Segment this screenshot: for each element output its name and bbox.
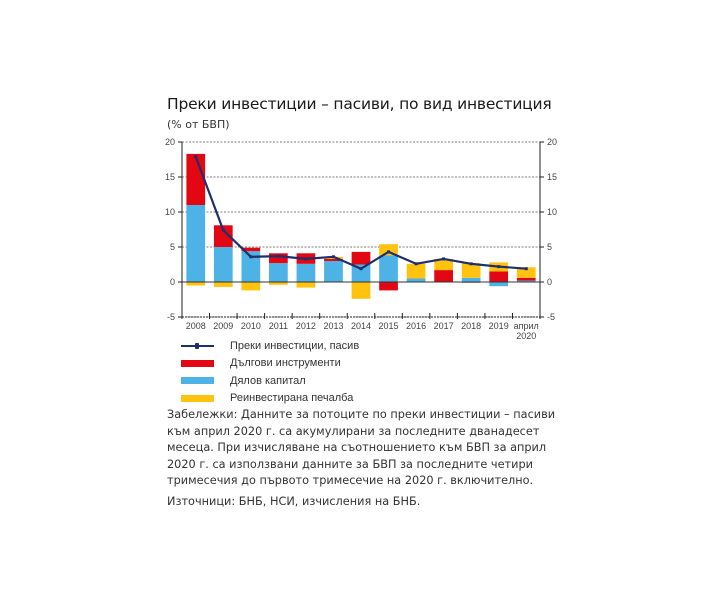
legend-item-reinvested bbox=[181, 390, 359, 408]
y-tick-label-right: 0 bbox=[547, 277, 553, 287]
chart-title: Преки инвестиции – пасиви, по вид инвестиция bbox=[167, 95, 552, 113]
x-tick-label: 2019 bbox=[488, 321, 509, 331]
line-point bbox=[415, 262, 418, 265]
legend-label: Преки инвестиции, пасив bbox=[230, 339, 360, 352]
line-point bbox=[194, 155, 197, 158]
y-tick-label-left: 15 bbox=[164, 172, 175, 182]
x-tick-label: 2017 bbox=[433, 321, 454, 331]
x-tick-label: 2014 bbox=[350, 321, 372, 331]
bar-segment bbox=[297, 282, 316, 288]
bar-segment bbox=[407, 279, 426, 283]
legend-swatch-reinvested bbox=[181, 395, 214, 402]
sources-text: Източници: БНБ, НСИ, изчисления на БНБ. bbox=[167, 494, 421, 508]
bar-segment bbox=[297, 264, 316, 282]
y-tick-label-right: -5 bbox=[547, 312, 556, 322]
bar-segment bbox=[434, 270, 453, 282]
x-tick-label: 2010 bbox=[240, 321, 261, 331]
bar-segment bbox=[352, 252, 371, 265]
notes bbox=[167, 407, 567, 510]
line-point bbox=[470, 262, 473, 265]
y-tick-label-right: 10 bbox=[547, 207, 558, 217]
bar-segment bbox=[489, 282, 508, 286]
x-tick-label: 2009 bbox=[213, 321, 234, 331]
x-tick-label: 2008 bbox=[185, 321, 206, 331]
bar-segment bbox=[186, 205, 205, 282]
legend-swatch-equity bbox=[181, 377, 214, 384]
bar-segment bbox=[241, 282, 260, 290]
bar-segment bbox=[352, 282, 371, 299]
y-tick-label-left: -5 bbox=[166, 312, 175, 322]
bar-segment bbox=[269, 263, 288, 282]
y-tick-label-left: 20 bbox=[164, 137, 175, 147]
line-point bbox=[497, 265, 500, 268]
bar-segment bbox=[186, 282, 205, 286]
y-tick-label-left: 0 bbox=[169, 277, 175, 287]
notes-text: Забележки: Данните за потоците по преки инвестиции – пасиви към април 2020 г. са акумулирани за последните дванадесет месеца. При изчисляване на съотношението към БВП за април 2020 г. са използвани данните за БВП за последните четири тримесечия до първото тримесечие на 2020 г. включително. bbox=[167, 408, 556, 487]
y-tick-label-left: 5 bbox=[169, 242, 175, 252]
y-tick-label-right: 5 bbox=[547, 242, 553, 252]
y-tick-label-right: 15 bbox=[547, 172, 558, 182]
y-tick-label-left: 10 bbox=[164, 207, 175, 217]
bar-segment bbox=[489, 272, 508, 283]
x-tick-label: 2015 bbox=[378, 321, 399, 331]
line-point bbox=[525, 267, 528, 270]
line-point bbox=[304, 257, 307, 260]
legend bbox=[181, 337, 359, 407]
x-tick-label: 2016 bbox=[406, 321, 427, 331]
legend-label: Реинвестирана печалба bbox=[230, 392, 354, 405]
legend-line-swatch bbox=[181, 345, 214, 347]
line-point bbox=[222, 229, 225, 232]
legend-item-total-line bbox=[181, 337, 359, 355]
legend-swatch-debt bbox=[181, 360, 214, 367]
bar-segment bbox=[407, 264, 426, 279]
chart-subtitle: (% от БВП) bbox=[167, 118, 230, 131]
bar-segment bbox=[379, 255, 398, 282]
x-tick-label: 2011 bbox=[268, 321, 289, 331]
bar-segment bbox=[379, 282, 398, 290]
legend-item-equity bbox=[181, 372, 359, 390]
x-tick-label: 2018 bbox=[461, 321, 482, 331]
bar-segment bbox=[352, 265, 371, 283]
line-point bbox=[442, 257, 445, 260]
y-tick-label-right: 20 bbox=[547, 137, 558, 147]
bar-segment bbox=[186, 154, 205, 205]
bar-segment bbox=[214, 247, 233, 282]
legend-label: Дялов капитал bbox=[230, 374, 306, 387]
bar-segment bbox=[214, 282, 233, 287]
x-tick-label: 2020 bbox=[516, 331, 537, 341]
line-point bbox=[360, 267, 363, 270]
line-point bbox=[332, 255, 335, 258]
line-point bbox=[249, 255, 252, 258]
bar-segment bbox=[517, 278, 536, 281]
line-point bbox=[277, 255, 280, 258]
x-tick-label: април bbox=[513, 321, 539, 331]
bar-segment bbox=[462, 278, 481, 282]
bar-segment bbox=[324, 261, 343, 282]
line-point bbox=[387, 250, 390, 253]
legend-label: Дългови инструменти bbox=[230, 357, 341, 370]
x-tick-label: 2012 bbox=[295, 321, 316, 331]
x-tick-label: 2013 bbox=[323, 321, 344, 331]
legend-item-debt bbox=[181, 355, 359, 373]
